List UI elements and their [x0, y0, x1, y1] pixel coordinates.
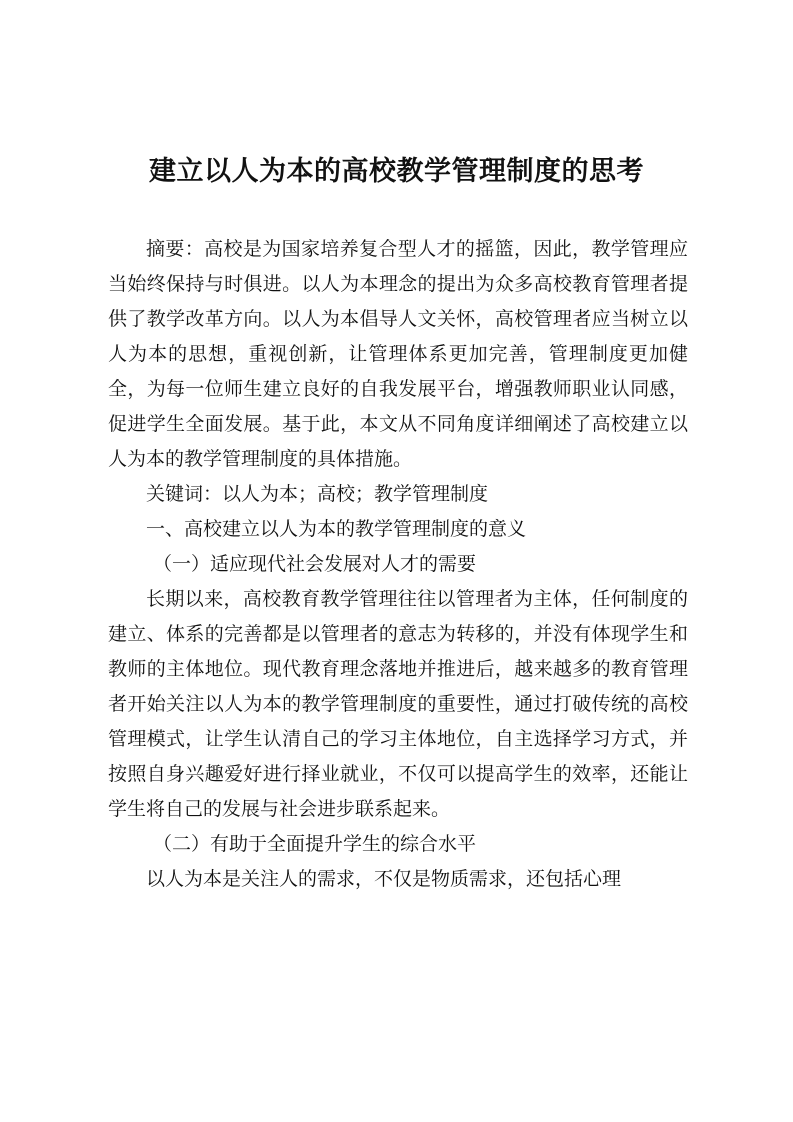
document-body [108, 232, 688, 897]
keywords-paragraph [108, 477, 688, 512]
section-heading: 一、高校建立以人为本的教学管理制度的意义 [146, 518, 527, 540]
subsection-heading: （二）有助于全面提升学生的综合水平 [153, 833, 477, 855]
keywords-label: 关键词： [146, 483, 223, 505]
document-title: 建立以人为本的高校教学管理制度的思考 [149, 156, 644, 187]
abstract-text: 高校是为国家培养复合型人才的摇篮，因此，教学管理应当始终保持与时俱进。以人为本理念的提出为众多高校教育管理者提供了教学改革方向。以人为本倡导人文关怀，高校管理者应当树立以人为本的思想，重视创新，让管理体系更加完善，管理制度更加健全，为每一位师生建立良好的自我发展平台，增强教师职业认同感，促进学生全面发展。基于此，本文从不同角度详细阐述了高校建立以人为本的教学管理制度的具体措施。 [108, 238, 688, 470]
abstract-label: 摘要： [146, 238, 205, 260]
body-paragraph: 以人为本是关注人的需求，不仅是物质需求，还包括心理 [146, 868, 622, 890]
subsection-heading: （一）适应现代社会发展对人才的需要 [153, 553, 477, 575]
keywords-text: 以人为本；高校；教学管理制度 [222, 483, 489, 505]
abstract-paragraph [108, 232, 688, 477]
body-paragraph: 长期以来，高校教育教学管理往往以管理者为主体，任何制度的建立、体系的完善都是以管理者的意志为转移的，并没有体现学生和教师的主体地位。现代教育理念落地并推进后，越来越多的教育管理者开始关注以人为本的教学管理制度的重要性，通过打破传统的高校管理模式，让学生认清自己的学习主体地位，自主选择学习方式，并按照自身兴趣爱好进行择业就业，不仅可以提高学生的效率，还能让学生将自己的发展与社会进步联系起来。 [108, 588, 688, 820]
